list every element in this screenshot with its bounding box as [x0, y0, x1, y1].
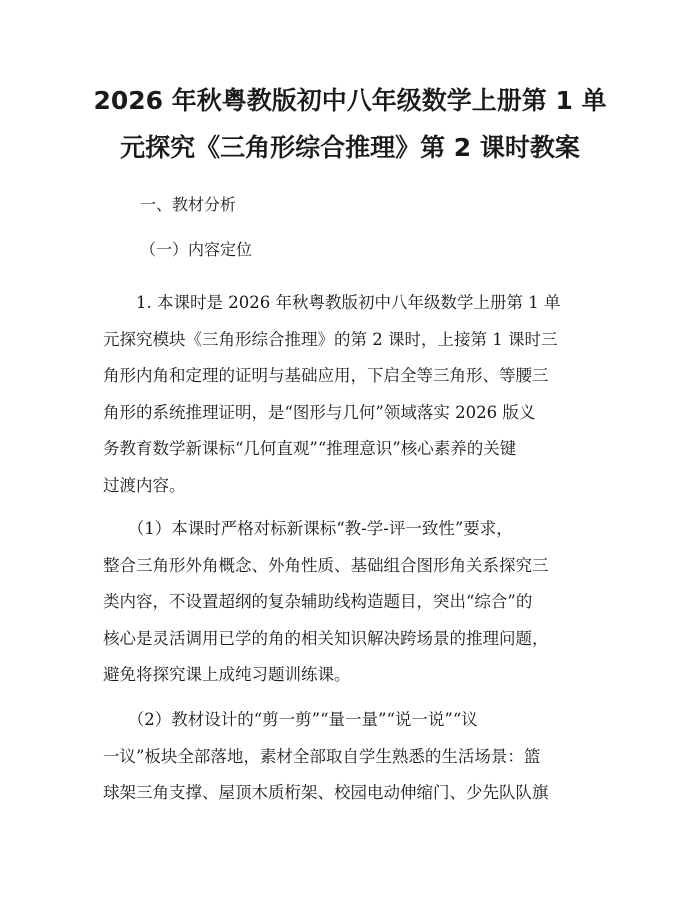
- paragraph-line: 一议”板块全部落地，素材全部取自学生熟悉的生活场景：篮: [103, 746, 541, 766]
- document-title-line-2: 元探究《三角形综合推理》第 2 课时教案: [120, 133, 580, 162]
- paragraph-2: [103, 511, 600, 694]
- paragraph-line: 元探究模块《三角形综合推理》的第 2 课时，上接第 1 课时三: [103, 329, 558, 349]
- paragraph-line: （2）教材设计的“剪一剪”“量一量”“说一说”“议: [103, 710, 478, 729]
- document-title-line-1: 2026 年秋粤教版初中八年级数学上册第 1 单: [93, 86, 607, 115]
- paragraph-line: 整合三角形外角概念、外角性质、基础组合图形角关系探究三: [103, 555, 549, 575]
- paragraph-line: 务教育数学新课标“几何直观”“推理意识”核心素养的关键: [103, 439, 517, 458]
- paragraph-line: 球架三角支撑、屋顶木质桁架、校园电动伸缩门、少先队队旗: [103, 783, 549, 802]
- paragraph-1: [103, 285, 600, 504]
- paragraph-line: 过渡内容。: [103, 475, 186, 495]
- section-subheading: （一）内容定位: [140, 240, 253, 259]
- paragraph-line: （1）本课时严格对标新课标“教-学-评一致性”要求，: [103, 519, 513, 538]
- paragraph-line: 角形的系统推理证明，是“图形与几何”领域落实 2026 版义: [103, 402, 536, 422]
- paragraph-line: 1. 本课时是 2026 年秋粤教版初中八年级数学上册第 1 单: [103, 293, 561, 312]
- paragraph-3: [103, 702, 600, 812]
- section-heading: 一、教材分析: [140, 195, 237, 214]
- paragraph-line: 避免将探究课上成纯习题训练课。: [103, 665, 351, 684]
- paragraph-line: 角形内角和定理的证明与基础应用，下启全等三角形、等腰三: [103, 366, 549, 385]
- paragraph-line: 类内容，不设置超纲的复杂辅助线构造题目，突出“综合”的: [103, 592, 533, 611]
- paragraph-line: 核心是灵活调用已学的角的相关知识解决跨场景的推理问题，: [103, 628, 549, 648]
